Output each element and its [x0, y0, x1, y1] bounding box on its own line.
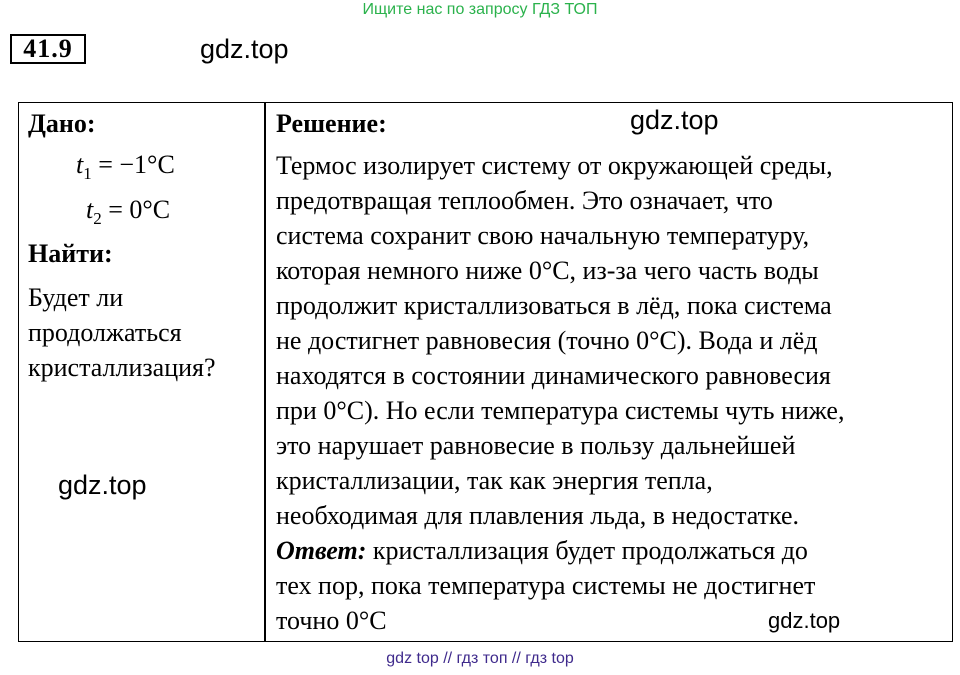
t1-variable: t: [76, 150, 84, 179]
task-number: 41.9: [10, 34, 86, 64]
answer-line-2: тех пор, пока температура системы не достигнет: [276, 571, 816, 600]
given-t1: [76, 150, 175, 184]
footer-links[interactable]: gdz top // гдз топ // гдз top: [386, 650, 574, 667]
solution-line-4: которая немного ниже 0°C, из-за чего часть воды: [276, 256, 819, 285]
watermark-bottom-right: gdz.top: [768, 608, 841, 633]
solution-line-9: это нарушает равновесие в пользу дальнейшей: [276, 431, 796, 460]
solution-line-2: предотвращая теплообмен. Это означает, что: [276, 186, 773, 215]
given-heading: Дано:: [28, 109, 96, 138]
solution-line-7: находятся в состоянии динамического равновесия: [276, 361, 831, 390]
t2-variable: t: [86, 195, 94, 224]
solution-line-3: система сохранит свою начальную температуру,: [276, 221, 810, 250]
solution-line-10: кристаллизации, так как энергия тепла,: [276, 466, 713, 495]
solution-line-1: Термос изолирует систему от окружающей среды,: [276, 151, 833, 180]
find-line-2: продолжаться: [28, 318, 182, 347]
answer-line-1: [276, 533, 808, 568]
t1-value: = −1°C: [91, 150, 175, 179]
t2-value: = 0°C: [101, 195, 171, 224]
find-heading: Найти:: [28, 239, 113, 268]
watermark-top: gdz.top: [200, 34, 289, 64]
t1-subscript: 1: [83, 164, 92, 183]
solution-line-11: необходимая для плавления льда, в недостатке.: [276, 501, 800, 530]
answer-text-1: кристаллизация будет продолжаться до: [366, 536, 808, 565]
top-banner[interactable]: Ищите нас по запросу ГДЗ ТОП: [362, 1, 598, 18]
watermark-left: gdz.top: [58, 470, 147, 500]
t2-subscript: 2: [93, 209, 102, 228]
solution-line-8: при 0°C). Но если температура системы чуть ниже,: [276, 396, 845, 425]
solution-heading: Решение:: [276, 109, 387, 138]
solution-line-5: продолжит кристаллизоваться в лёд, пока система: [276, 291, 832, 320]
find-line-1: Будет ли: [28, 283, 124, 312]
given-t2: [86, 195, 170, 229]
watermark-center: gdz.top: [630, 105, 719, 135]
solution-line-6: не достигнет равновесия (точно 0°C). Вода и лёд: [276, 326, 818, 355]
column-divider: [264, 102, 266, 642]
answer-line-3: точно 0°C: [276, 606, 387, 635]
answer-label: Ответ:: [276, 536, 367, 565]
find-line-3: кристаллизация?: [28, 353, 216, 382]
